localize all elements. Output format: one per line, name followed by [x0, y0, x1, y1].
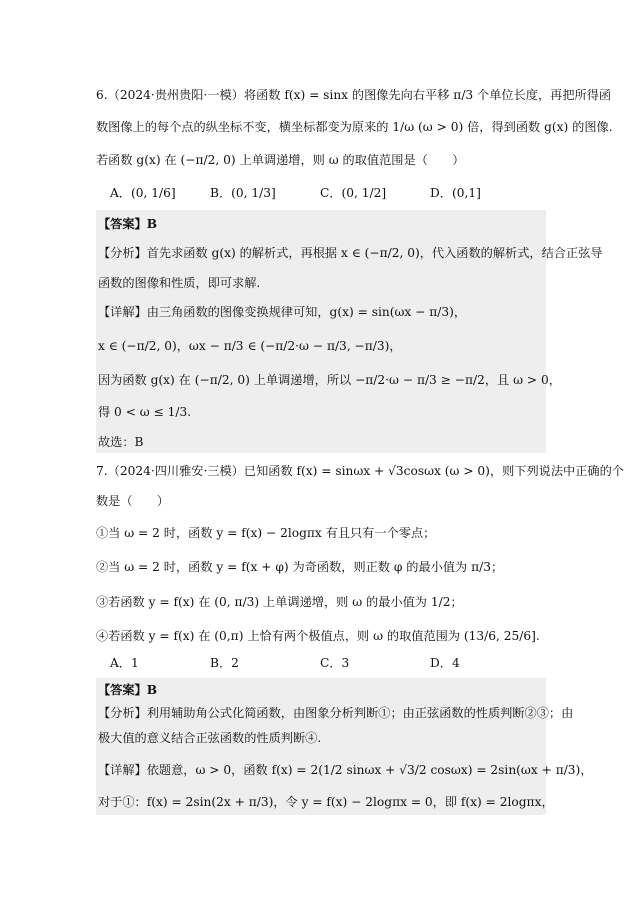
q6-option-a: A．(0, 1/6] — [110, 186, 176, 200]
q7-detail-line2: 对于①：f(x) = 2sin(2x + π/3)，令 y = f(x) − 2logπx = 0，即 f(x) = 2logπx， — [98, 795, 554, 809]
q6-stem-line3: 若函数 g(x) 在 (−π/2, 0) 上单调递增，则 ω 的取值范围是（ ） — [96, 153, 465, 167]
q6-detail-line1: 【详解】由三角函数的图像变换规律可知，g(x) = sin(ωx − π/3)， — [98, 305, 467, 319]
q6-option-b: B．(0, 1/3] — [210, 186, 276, 200]
q6-answer: 【答案】B — [98, 217, 158, 231]
q6-options — [110, 183, 550, 205]
q7-analysis-line2: 极大值的意义结合正弦函数的性质判断④. — [98, 731, 322, 745]
q7-option-d: D．4 — [430, 656, 460, 670]
q6-detail-line2: x ∈ (−π/2, 0)，ωx − π/3 ∈ (−π/2·ω − π/3, −π/3)， — [98, 339, 402, 353]
q7-detail-line1: 【详解】依题意，ω > 0，函数 f(x) = 2(1/2 sinωx + √3/2 cosωx) = 2sin(ωx + π/3)， — [98, 763, 593, 777]
q7-statement-1: ①当 ω = 2 时，函数 y = f(x) − 2logπx 有且只有一个零点； — [96, 526, 436, 540]
q6-detail-line4: 得 0 < ω ≤ 1/3. — [98, 405, 192, 419]
q7-stem-line2: 数是（ ） — [96, 494, 170, 508]
q6-analysis-line2: 函数的图像和性质，即可求解. — [98, 276, 261, 290]
q7-analysis-line1: 【分析】利用辅助角公式化简函数，由图象分析判断①；由正弦函数的性质判断②③；由 — [98, 706, 574, 720]
q7-answer: 【答案】B — [98, 683, 158, 697]
q7-option-b: B．2 — [210, 656, 239, 670]
q7-statement-2: ②当 ω = 2 时，函数 y = f(x + φ) 为奇函数，则正数 φ 的最小值为 π/3； — [96, 560, 504, 574]
q7-statement-3: ③若函数 y = f(x) 在 (0, π/3) 上单调递增，则 ω 的最小值为 1/2； — [96, 595, 463, 609]
q7-statement-4: ④若函数 y = f(x) 在 (0,π) 上恰有两个极值点，则 ω 的取值范围为 (13/6, 25/6]. — [96, 629, 540, 643]
q6-analysis-line1: 【分析】首先求函数 g(x) 的解析式，再根据 x ∈ (−π/2, 0)，代入函数的解析式，结合正弦导 — [98, 246, 603, 260]
q7-option-c: C．3 — [320, 656, 350, 670]
q6-option-d: D．(0,1] — [430, 186, 481, 200]
q6-option-c: C．(0, 1/2] — [320, 186, 387, 200]
q7-options — [110, 653, 550, 675]
q6-choice: 故选：B — [98, 435, 144, 449]
q7-stem-line1: 7.（2024·四川雅安·三模）已知函数 f(x) = sinωx + √3cosωx (ω > 0)，则下列说法中正确的个 — [96, 464, 624, 478]
q6-stem-line2: 数图像上的每个点的纵坐标不变，横坐标都变为原来的 1/ω (ω > 0) 倍，得到函数 g(x) 的图像. — [96, 120, 613, 134]
q6-detail-line3: 因为函数 g(x) 在 (−π/2, 0) 上单调递增，所以 −π/2·ω − π/3 ≥ −π/2，且 ω > 0， — [98, 373, 561, 387]
q7-option-a: A．1 — [110, 656, 139, 670]
q6-stem-line1: 6.（2024·贵州贵阳·一模）将函数 f(x) = sinx 的图像先向右平移 π/3 个单位长度，再把所得函 — [96, 88, 612, 102]
